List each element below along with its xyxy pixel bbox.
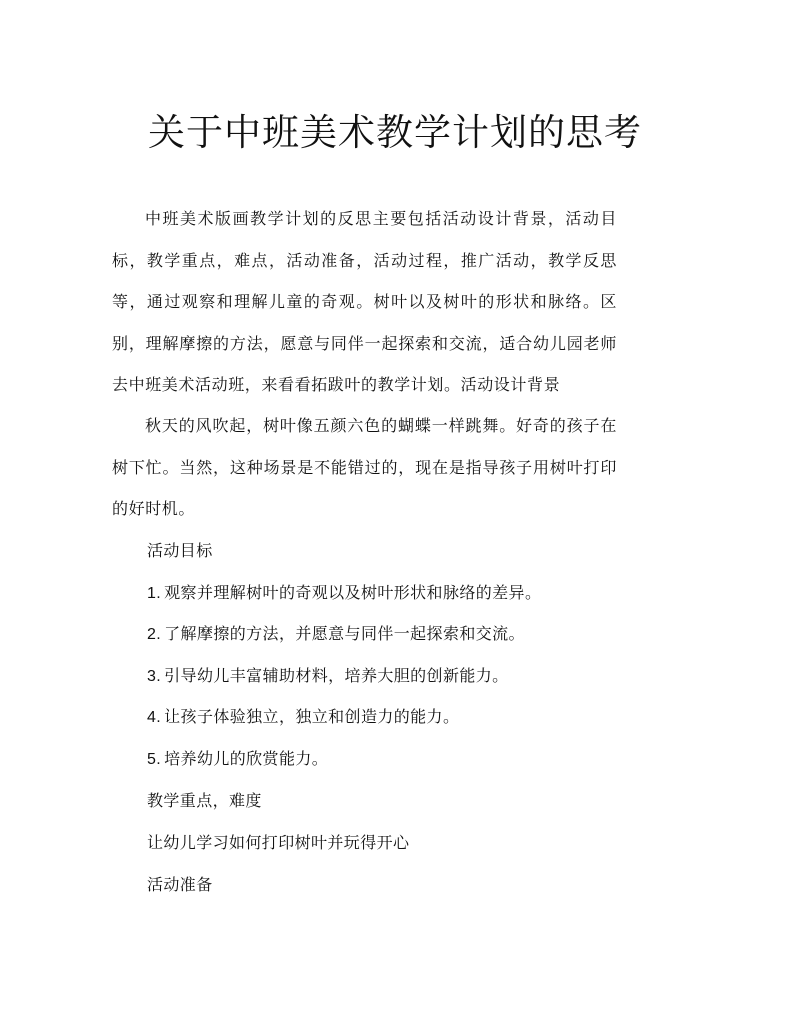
goals-heading: 活动目标 — [147, 541, 213, 560]
goal-text: 让孩子体验独立，独立和创造力的能力。 — [164, 707, 460, 726]
goal-number: 5. — [147, 751, 162, 768]
goal-number: 3. — [147, 668, 162, 685]
preparation-heading: 活动准备 — [147, 875, 213, 894]
goal-text: 培养幼儿的欣赏能力。 — [164, 749, 329, 768]
key-points-heading: 教学重点，难度 — [147, 791, 262, 810]
document-title: 关于中班美术教学计划的思考 — [148, 111, 642, 154]
goal-number: 2. — [147, 626, 162, 643]
goal-number: 1. — [147, 585, 162, 602]
goal-number: 4. — [147, 709, 162, 726]
goal-item — [147, 705, 459, 730]
goal-item — [147, 747, 328, 772]
goal-text: 了解摩擦的方法，并愿意与同伴一起探索和交流。 — [164, 624, 525, 643]
goal-item — [147, 664, 509, 689]
intro-paragraph: 中班美术版画教学计划的反思主要包括活动设计背景，活动目标，教学重点，难点，活动准备，活动过程，推广活动，教学反思等，通过观察和理解儿童的奇观。树叶以及树叶的形状和脉络。区别，理解摩擦的方法，愿意与同伴一起探索和交流，适合幼儿园老师去中班美术活动班，来看看拓跋叶的教学计划。活动设计背景 — [112, 209, 617, 394]
goal-text: 引导幼儿丰富辅助材料，培养大胆的创新能力。 — [164, 666, 509, 685]
background-paragraph: 秋天的风吹起，树叶像五颜六色的蝴蝶一样跳舞。好奇的孩子在树下忙。当然，这种场景是不能错过的，现在是指导孩子用树叶打印的好时机。 — [112, 416, 617, 518]
key-points-text: 让幼儿学习如何打印树叶并玩得开心 — [147, 833, 410, 852]
goal-item — [147, 622, 525, 647]
goal-text: 观察并理解树叶的奇观以及树叶形状和脉络的差异。 — [164, 583, 542, 602]
goal-item — [147, 581, 541, 606]
